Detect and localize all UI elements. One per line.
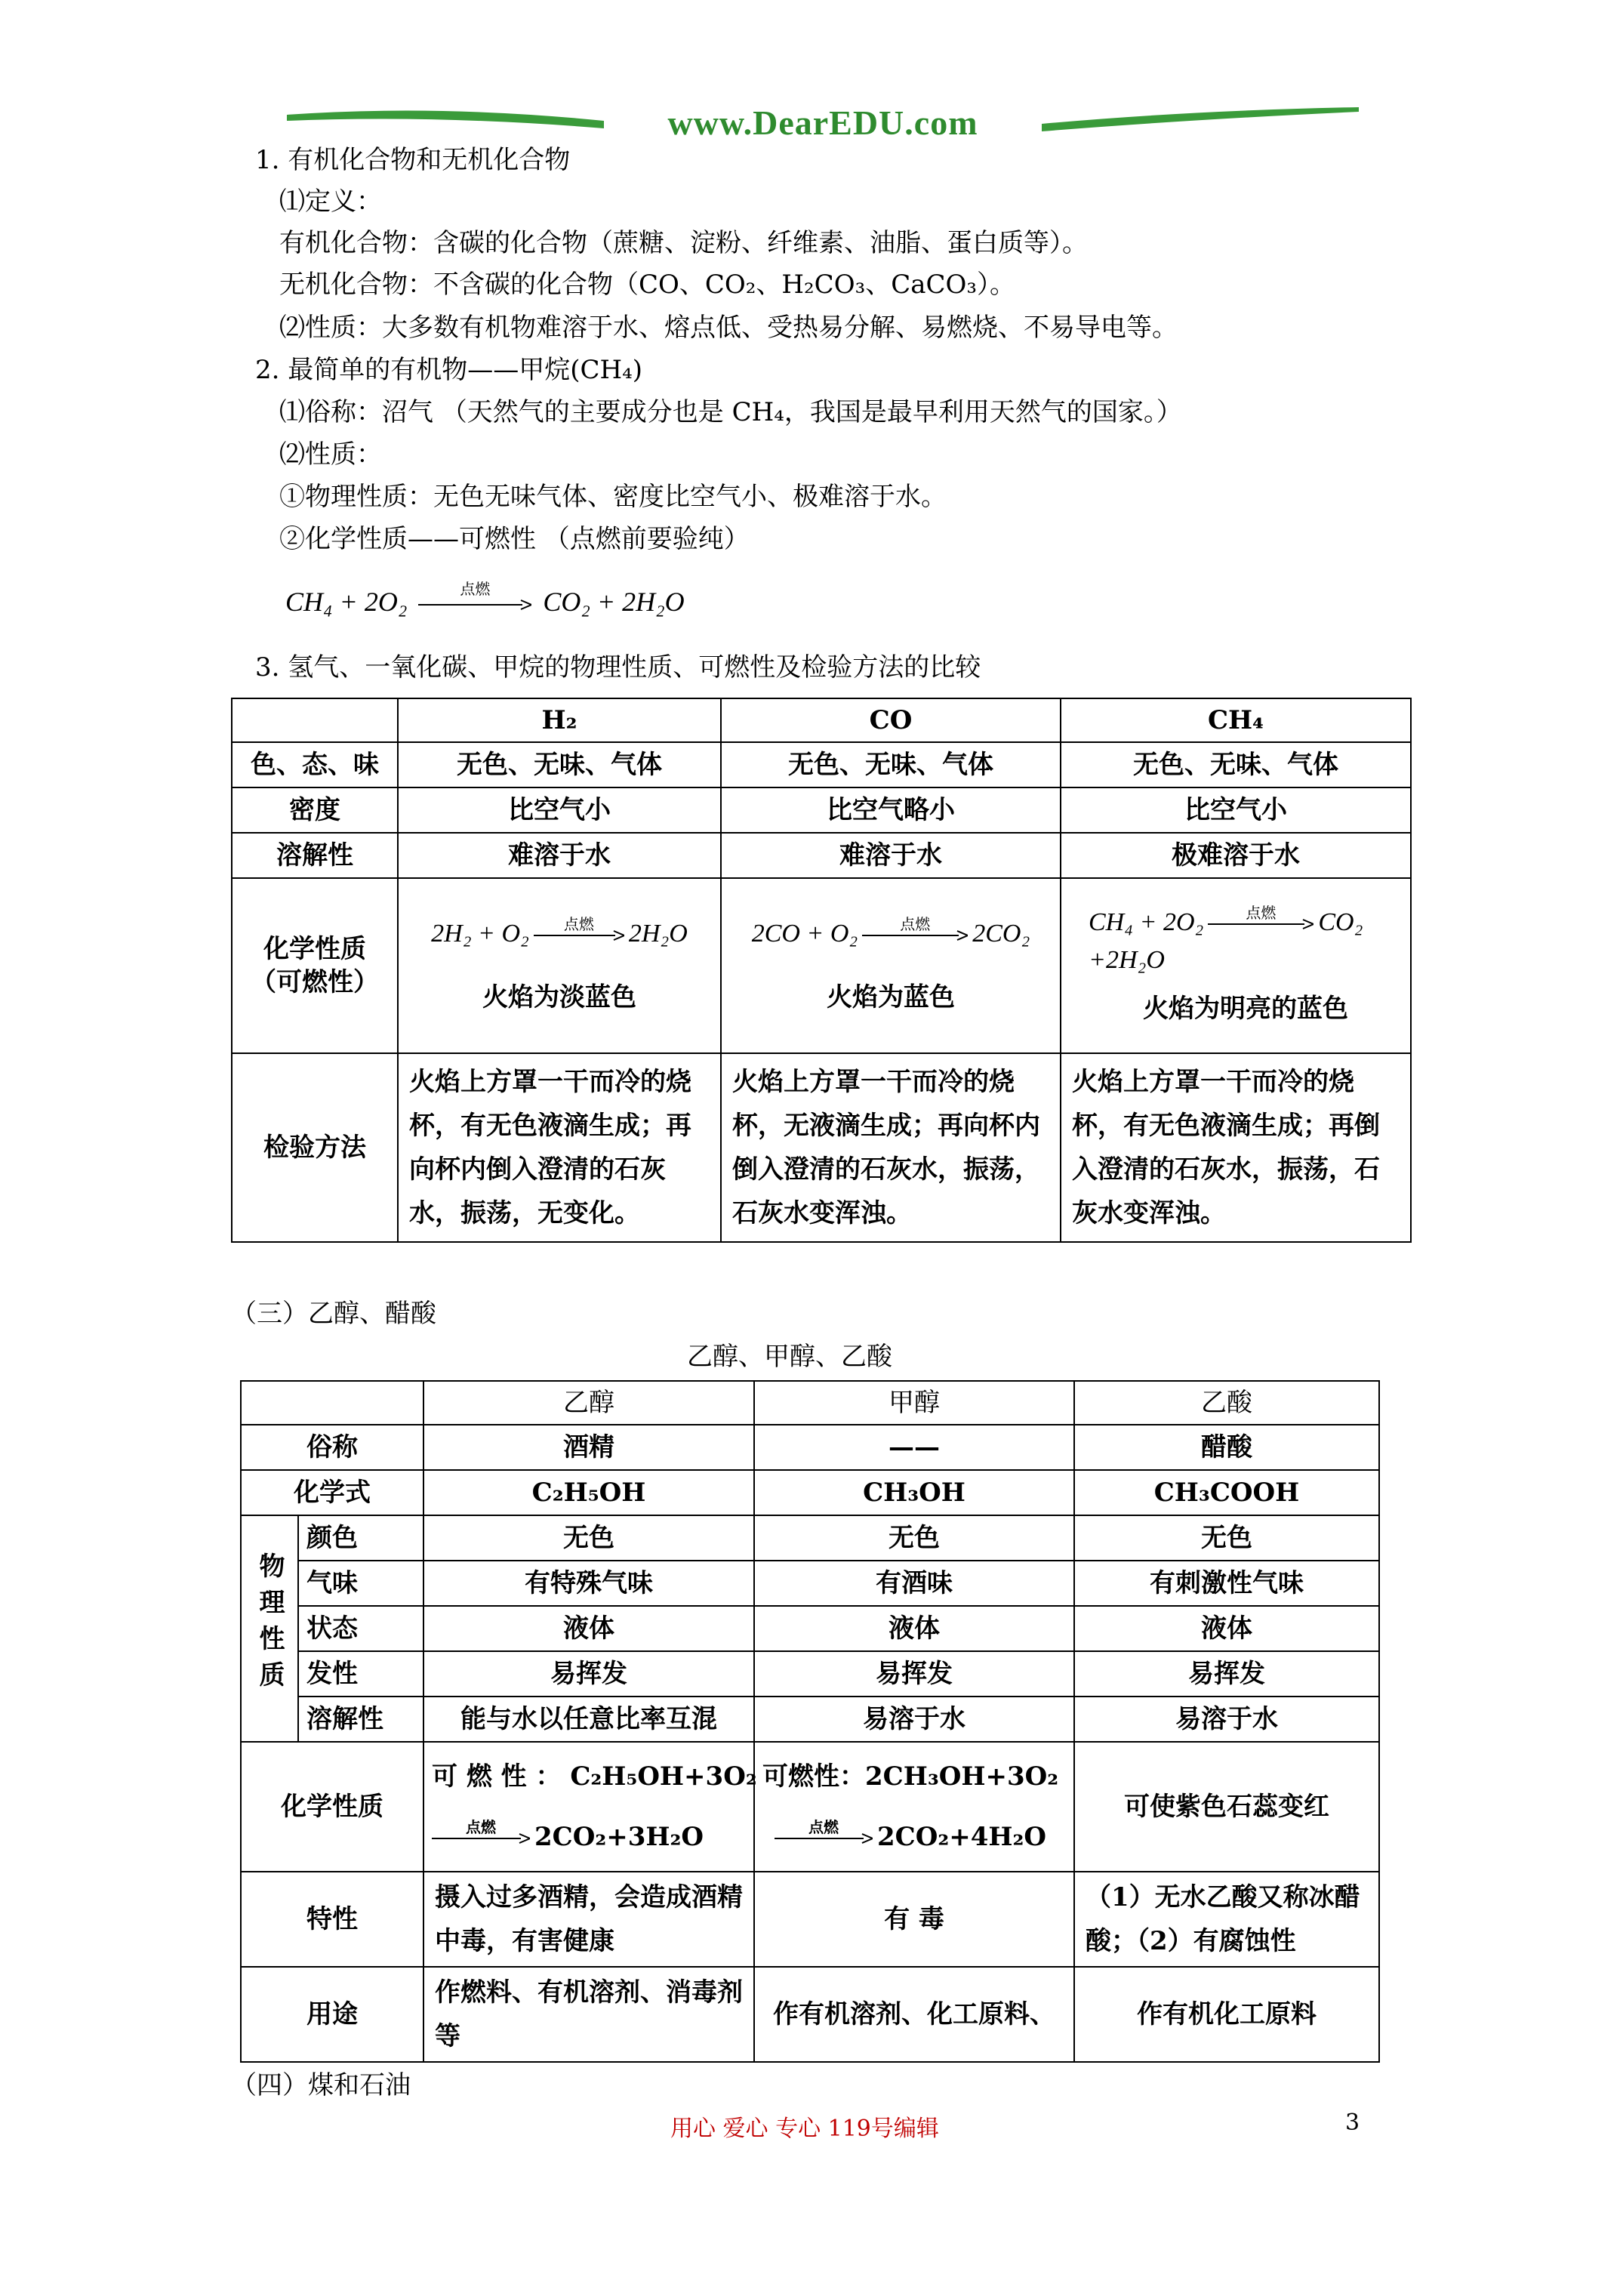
ch4-eq-line2: +2H₂O bbox=[1089, 946, 1165, 974]
table-corner-cell bbox=[232, 698, 398, 742]
reaction-arrow bbox=[418, 579, 531, 610]
reaction-arrow bbox=[534, 915, 624, 941]
table-row bbox=[241, 1967, 1379, 2062]
chem-label-line2: （可燃性） bbox=[251, 967, 379, 997]
ethanol-special: 摄入过多酒精，会造成酒精中毒，有害健康 bbox=[423, 1872, 754, 1967]
alcohol-acid-table bbox=[240, 1380, 1380, 2063]
h2-eq-right: 2H₂O bbox=[628, 920, 688, 948]
ch4-equation bbox=[1089, 906, 1403, 939]
header-ch4: CH₄ bbox=[1061, 698, 1411, 742]
table-cell: 醋酸 bbox=[1074, 1425, 1379, 1470]
ethanol-products: 2CO₂+3H₂O bbox=[534, 1822, 704, 1852]
reaction-condition: 点燃 bbox=[466, 1818, 496, 1836]
organic-definition: 有机化合物：含碳的化合物（蔗糖、淀粉、纤维素、油脂、蛋白质等）。 bbox=[279, 228, 1088, 258]
co-equation bbox=[729, 917, 1052, 951]
table-row bbox=[241, 1872, 1379, 1967]
row-label: 密度 bbox=[232, 787, 398, 833]
table-corner-cell bbox=[241, 1381, 423, 1425]
table-header-row bbox=[241, 1381, 1379, 1425]
methanol-special: 有 毒 bbox=[754, 1872, 1074, 1967]
ethanol-use: 作燃料、有机溶剂、消毒剂等 bbox=[423, 1967, 754, 2062]
ch4-test-method: 火焰上方罩一干而冷的烧杯，有无色液滴生成；再倒入澄清的石灰水，振荡，石灰水变浑浊。 bbox=[1061, 1053, 1411, 1242]
organic-properties: ⑵性质：大多数有机物难溶于水、熔点低、受热易分解、易燃烧、不易导电等。 bbox=[279, 313, 1178, 343]
methanol-chem-line2 bbox=[762, 1820, 1066, 1854]
table-row bbox=[241, 1606, 1379, 1651]
table-cell: 易溶于水 bbox=[1074, 1697, 1379, 1742]
row-label: 溶解性 bbox=[232, 833, 398, 878]
h2-flame-color: 火焰为淡蓝色 bbox=[482, 982, 636, 1012]
reaction-arrow bbox=[862, 915, 968, 941]
acid-use: 作有机化工原料 bbox=[1074, 1967, 1379, 2062]
ch4-flame-color: 火焰为明亮的蓝色 bbox=[1143, 994, 1348, 1024]
page-footer: 用心 爱心 专心 119号编辑 bbox=[670, 2116, 939, 2142]
page-number: 3 bbox=[1345, 2110, 1360, 2136]
methane-chemical-properties: ②化学性质——可燃性 （点燃前要验纯） bbox=[279, 524, 750, 554]
h2-test-method: 火焰上方罩一干而冷的烧杯，有无色液滴生成；再向杯内倒入澄清的石灰水，振荡，无变化。 bbox=[398, 1053, 721, 1242]
co-eq-left: 2CO + O₂ bbox=[751, 920, 858, 948]
acid-chemical-cell: 可使紫色石蕊变红 bbox=[1074, 1742, 1379, 1872]
site-logo-text[interactable]: www.DearEDU.com bbox=[667, 103, 978, 142]
co-test-method: 火焰上方罩一干而冷的烧杯，无液滴生成；再向杯内倒入澄清的石灰水，振荡，石灰水变浑浊。 bbox=[721, 1053, 1061, 1242]
table-cell: 有刺激性气味 bbox=[1074, 1561, 1379, 1606]
table-cell: 易挥发 bbox=[754, 1651, 1074, 1697]
table-row bbox=[232, 787, 1411, 833]
methanol-chemical-cell bbox=[754, 1742, 1074, 1872]
table-row-chemical bbox=[241, 1742, 1379, 1872]
row-label: 颜色 bbox=[298, 1515, 423, 1561]
row-label: 状态 bbox=[298, 1606, 423, 1651]
co-eq-right: 2CO₂ bbox=[972, 920, 1030, 948]
table-cell: 无色 bbox=[754, 1515, 1074, 1561]
methanol-chem-line1: 可燃性：2CH₃OH+3O₂ bbox=[762, 1761, 1059, 1792]
acid-special: （1）无水乙酸又称冰醋酸；（2）有腐蚀性 bbox=[1074, 1872, 1379, 1967]
table-cell: 液体 bbox=[754, 1606, 1074, 1651]
inorganic-definition: 无机化合物：不含碳的化合物（CO、CO₂、H₂CO₃、CaCO₃）。 bbox=[279, 270, 1016, 300]
section-3-heading: 3. 氢气、一氧化碳、甲烷的物理性质、可燃性及检验方法的比较 bbox=[255, 652, 981, 683]
table-cell: 有特殊气味 bbox=[423, 1561, 754, 1606]
table-cell: 无色 bbox=[1074, 1515, 1379, 1561]
h2-equation bbox=[406, 917, 713, 951]
row-label-chemical bbox=[232, 878, 398, 1053]
physical-properties-label: 物理性质 bbox=[254, 1552, 285, 1697]
table-cell: —— bbox=[754, 1425, 1074, 1470]
table-header-row bbox=[232, 698, 1411, 742]
methane-combustion-equation bbox=[285, 579, 685, 618]
table-cell: C₂H₅OH bbox=[423, 1470, 754, 1515]
table-row bbox=[241, 1470, 1379, 1515]
reaction-arrow bbox=[1208, 904, 1313, 929]
ch4-chemical-cell bbox=[1061, 878, 1411, 1053]
reaction-condition: 点燃 bbox=[808, 1818, 839, 1836]
section-2-heading: 2. 最简单的有机物——甲烷(CH₄) bbox=[255, 355, 643, 385]
table-cell: 极难溶于水 bbox=[1061, 833, 1411, 878]
ethanol-chem-line2 bbox=[432, 1820, 746, 1854]
table-cell: 易挥发 bbox=[1074, 1651, 1379, 1697]
table-cell: 无色、无味、气体 bbox=[721, 742, 1061, 787]
table-cell: 无色、无味、气体 bbox=[1061, 742, 1411, 787]
table-row bbox=[241, 1425, 1379, 1470]
table-cell: 无色、无味、气体 bbox=[398, 742, 721, 787]
reaction-arrow bbox=[775, 1818, 873, 1844]
ch4-eq-right: CO₂ bbox=[1318, 908, 1363, 936]
table-row bbox=[241, 1561, 1379, 1606]
section-4-heading: （三）乙醇、醋酸 bbox=[231, 1299, 436, 1329]
row-label: 发性 bbox=[298, 1651, 423, 1697]
table-cell: 液体 bbox=[1074, 1606, 1379, 1651]
h2-chemical-cell bbox=[398, 878, 721, 1053]
row-label: 化学性质 bbox=[241, 1742, 423, 1872]
physical-properties-label-cell bbox=[241, 1515, 298, 1742]
header-co: CO bbox=[721, 698, 1061, 742]
chem-label-line1: 化学性质 bbox=[263, 934, 366, 964]
table-row-test bbox=[232, 1053, 1411, 1242]
row-label: 化学式 bbox=[241, 1470, 423, 1515]
table-cell: 液体 bbox=[423, 1606, 754, 1651]
methane-common-name: ⑴俗称：沼气 （天然气的主要成分也是 CH₄，我国是最早利用天然气的国家。） bbox=[279, 397, 1182, 427]
co-chemical-cell bbox=[721, 878, 1061, 1053]
equation-reactants: CH₄ + 2O₂ bbox=[285, 587, 408, 617]
gas-comparison-table bbox=[231, 698, 1412, 1243]
row-label: 俗称 bbox=[241, 1425, 423, 1470]
alcohol-table-title: 乙醇、甲醇、乙酸 bbox=[687, 1342, 892, 1372]
methanol-use: 作有机溶剂、化工原料、 bbox=[754, 1967, 1074, 2062]
equation-products: CO₂ + 2H₂O bbox=[543, 587, 685, 617]
methane-properties-label: ⑵性质： bbox=[279, 439, 382, 470]
row-label: 色、态、味 bbox=[232, 742, 398, 787]
table-row bbox=[241, 1515, 1379, 1561]
table-row bbox=[232, 742, 1411, 787]
ch4-eq-left: CH₄ + 2O₂ bbox=[1089, 908, 1204, 936]
definition-label: ⑴定义： bbox=[279, 186, 382, 217]
row-label: 溶解性 bbox=[298, 1697, 423, 1742]
row-label: 特性 bbox=[241, 1872, 423, 1967]
co-flame-color: 火焰为蓝色 bbox=[827, 982, 955, 1012]
table-row-chemical bbox=[232, 878, 1411, 1053]
table-cell: 无色 bbox=[423, 1515, 754, 1561]
table-row bbox=[241, 1697, 1379, 1742]
table-cell: 难溶于水 bbox=[721, 833, 1061, 878]
table-cell: 易溶于水 bbox=[754, 1697, 1074, 1742]
header-methanol: 甲醇 bbox=[754, 1381, 1074, 1425]
section-5-heading: （四）煤和石油 bbox=[231, 2070, 411, 2100]
row-label: 气味 bbox=[298, 1561, 423, 1606]
reaction-condition: 点燃 bbox=[460, 579, 491, 598]
table-cell: 有酒味 bbox=[754, 1561, 1074, 1606]
row-label-test: 检验方法 bbox=[232, 1053, 398, 1242]
header-ethanol: 乙醇 bbox=[423, 1381, 754, 1425]
table-cell: 易挥发 bbox=[423, 1651, 754, 1697]
methane-physical-properties: ①物理性质：无色无味气体、密度比空气小、极难溶于水。 bbox=[279, 482, 947, 512]
reaction-arrow bbox=[432, 1818, 530, 1844]
table-cell: 比空气小 bbox=[398, 787, 721, 833]
ethanol-chem-line1: 可 燃 性 ： C₂H₅OH+3O₂ bbox=[432, 1761, 757, 1792]
row-label: 用途 bbox=[241, 1967, 423, 2062]
table-row bbox=[241, 1651, 1379, 1697]
table-cell: 酒精 bbox=[423, 1425, 754, 1470]
table-cell: 比空气小 bbox=[1061, 787, 1411, 833]
ethanol-chemical-cell bbox=[423, 1742, 757, 1872]
reaction-condition: 点燃 bbox=[900, 915, 931, 934]
table-cell: 比空气略小 bbox=[721, 787, 1061, 833]
reaction-condition: 点燃 bbox=[563, 915, 594, 934]
reaction-condition: 点燃 bbox=[1246, 904, 1277, 923]
table-cell: CH₃OH bbox=[754, 1470, 1074, 1515]
section-1-heading: 1. 有机化合物和无机化合物 bbox=[255, 145, 571, 175]
methanol-products: 2CO₂+4H₂O bbox=[877, 1822, 1047, 1852]
table-cell: 难溶于水 bbox=[398, 833, 721, 878]
table-cell: 能与水以任意比率互混 bbox=[423, 1697, 754, 1742]
table-cell: CH₃COOH bbox=[1074, 1470, 1379, 1515]
table-row bbox=[232, 833, 1411, 878]
header-h2: H₂ bbox=[398, 698, 721, 742]
h2-eq-left: 2H₂ + O₂ bbox=[431, 920, 529, 948]
header-acetic-acid: 乙酸 bbox=[1074, 1381, 1379, 1425]
